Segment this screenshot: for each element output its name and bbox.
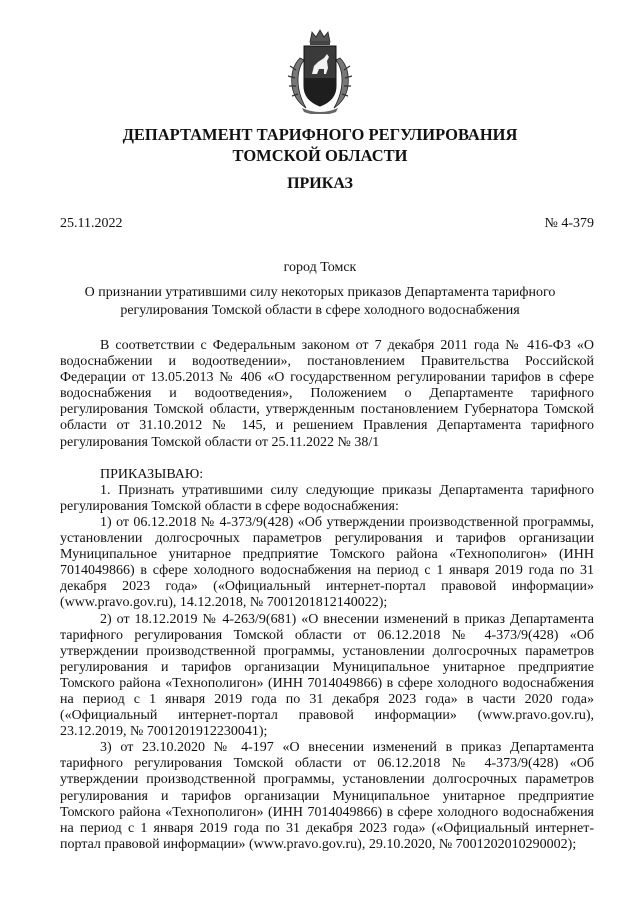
document-subject: О признании утратившими силу некоторых приказов Департамента тарифного регулирования Томской области в сфере холодного водоснабжения bbox=[84, 285, 556, 318]
department-title-line1: ДЕПАРТАМЕНТ ТАРИФНОГО РЕГУЛИРОВАНИЯ bbox=[122, 125, 518, 144]
document-body bbox=[60, 338, 594, 853]
item-1-paragraph: 1. Признать утратившими силу следующие приказы Департамента тарифного регулирования Томской области в сфере водоснабжения: bbox=[60, 482, 594, 514]
order-word: ПРИКАЗЫВАЮ: bbox=[100, 466, 204, 482]
subitem-2-paragraph: 2) от 18.12.2019 № 4-263/9(681) «О внесении изменений в приказ Департамента тарифного регулирования Томской области от 06.12.2018 № 4-373/9(428) «Об утверждении производственной программы, установлении долгосрочных параметров регулирования и тарифов организации Муниципальное унитарное предприятие Томского района «Технополигон» (ИНН 7014049866) в сфере холодного водоснабжения на период с 1 января 2019 года по 31 декабря 2023 года» в части 2020 года» («Официальный интернет-портал правовой информации» (www.pravo.gov.ru), 23.12.2019, № 7001201912230041); bbox=[60, 611, 594, 740]
document-type: ПРИКАЗ bbox=[287, 175, 353, 192]
document-number: № 4-379 bbox=[544, 216, 594, 231]
coat-of-arms-icon bbox=[286, 28, 354, 114]
subitem-1-paragraph: 1) от 06.12.2018 № 4-373/9(428) «Об утверждении производственной программы, установлении долгосрочных параметров регулирования и тарифов организации Муниципальное унитарное предприятие Томского района «Технополигон» (ИНН 7014049866) в сфере холодного водоснабжения на период с 1 января 2019 года по 31 декабря 2023 года» («Официальный интернет-портал правовой информации» (www.pravo.gov.ru), 14.12.2018, № 7001201812140022); bbox=[60, 514, 594, 611]
document-city: город Томск bbox=[283, 260, 357, 275]
preamble-paragraph: В соответствии с Федеральным законом от 7 декабря 2011 года № 416-ФЗ «О водоснабжении и водоотведении», постановлением Правительства Российской Федерации от 13.05.2013 № 406 «О государственном регулировании тарифов в сфере водоснабжения и водоотведения», Положением о Департаменте тарифного регулирования Томской области, утвержденным постановлением Губернатора Томской области от 31.10.2012 № 145, и решением Правления Департамента тарифного регулирования Томской области от 25.11.2022 № 38/1 bbox=[60, 338, 594, 450]
department-title-line2: ТОМСКОЙ ОБЛАСТИ bbox=[232, 146, 408, 165]
subitem-3-paragraph: 3) от 23.10.2020 № 4-197 «О внесении изменений в приказ Департамента тарифного регулирования Томской области от 06.12.2018 № 4-373/9(428) «Об утверждении производственной программы, установлении долгосрочных параметров регулирования и тарифов организации Муниципальное унитарное предприятие Томского района «Технополигон» (ИНН 7014049866) в сфере холодного водоснабжения на период с 1 января 2019 года по 31 декабря 2023 года» («Официальный интернет-портал правовой информации» (www.pravo.gov.ru), 29.10.2020, № 7001202010290002); bbox=[60, 740, 594, 852]
department-title bbox=[0, 124, 640, 166]
document-date: 25.11.2022 bbox=[60, 216, 123, 231]
